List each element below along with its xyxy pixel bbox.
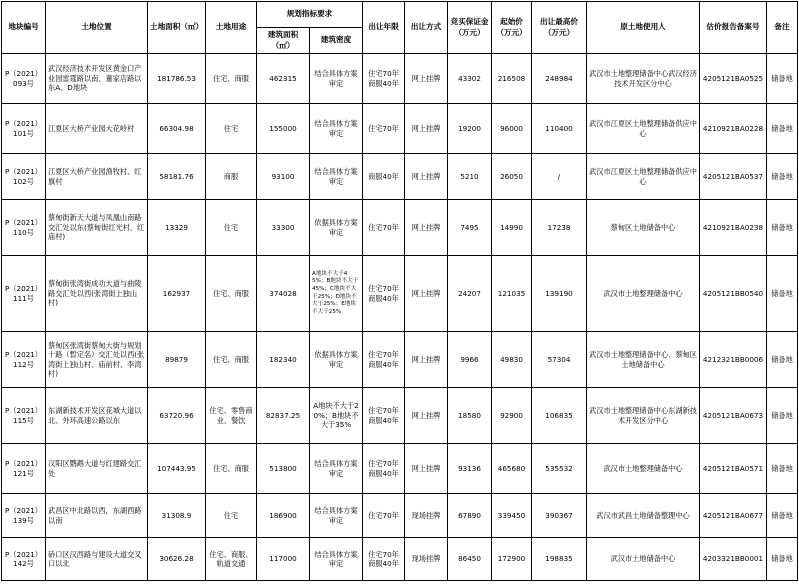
cell-remark: 储备地 [767, 256, 798, 332]
cell-area: 58181.76 [148, 154, 206, 200]
cell-location: 汉阳区鹦鹉大道与红建路交汇处 [46, 444, 148, 494]
cell-max-price: 248984 [532, 54, 587, 104]
cell-density: A地块不大于45%；B地块不大于45%；C地块不大于25%；D地块不大于25%；E地块不大于25% [310, 256, 363, 332]
header-usage: 土地用途 [206, 2, 257, 54]
cell-start-price: 26050 [492, 154, 532, 200]
cell-report-no: 4205121BA0677 [700, 494, 767, 538]
header-plot-no: 地块编号 [2, 2, 46, 54]
cell-remark: 储备地 [767, 444, 798, 494]
cell-start-price: 216508 [492, 54, 532, 104]
cell-remark: 储备地 [767, 494, 798, 538]
cell-deposit: 93136 [448, 444, 492, 494]
cell-term: 住宅70年商服40年 [363, 538, 405, 581]
cell-original-user: 武汉市土地整理储备中心东湖新技术开发区分中心 [587, 388, 700, 444]
header-original-user: 原土地使用人 [587, 2, 700, 54]
cell-usage: 住宅、商服、轨道交通 [206, 538, 257, 581]
cell-max-price: 106835 [532, 388, 587, 444]
cell-plot-no: P（2021）111号 [2, 256, 46, 332]
cell-usage: 住宅 [206, 104, 257, 154]
cell-floor-area: 462315 [257, 54, 310, 104]
cell-usage: 住宅 [206, 494, 257, 538]
table-row [2, 200, 798, 256]
cell-start-price: 339450 [492, 494, 532, 538]
cell-max-price: / [532, 154, 587, 200]
cell-term: 商服40年 [363, 154, 405, 200]
cell-original-user: 武汉市土地储备中心 [587, 538, 700, 581]
cell-floor-area: 155000 [257, 104, 310, 154]
cell-density: 依据具体方案审定 [310, 332, 363, 388]
cell-start-price: 14990 [492, 200, 532, 256]
cell-floor-area: 117000 [257, 538, 310, 581]
cell-deposit: 43302 [448, 54, 492, 104]
cell-term: 住宅70年商服40年 [363, 256, 405, 332]
cell-plot-no: P（2021）142号 [2, 538, 46, 581]
cell-usage: 住宅、零售商业、餐饮 [206, 388, 257, 444]
cell-report-no: 4205121BA0525 [700, 54, 767, 104]
cell-method: 网上挂牌 [405, 332, 448, 388]
cell-area: 13329 [148, 200, 206, 256]
header-term: 出让年限 [363, 2, 405, 54]
cell-usage: 住宅、商服 [206, 444, 257, 494]
cell-start-price: 465680 [492, 444, 532, 494]
cell-usage: 住宅、商服 [206, 332, 257, 388]
cell-deposit: 24207 [448, 256, 492, 332]
cell-term: 住宅70年商服40年 [363, 444, 405, 494]
cell-deposit: 5210 [448, 154, 492, 200]
cell-max-price: 535532 [532, 444, 587, 494]
cell-location: 武昌区中北路以西，东湖西路以南 [46, 494, 148, 538]
cell-method: 现场挂牌 [405, 538, 448, 581]
header-remark: 备注 [767, 2, 798, 54]
cell-report-no: 4210921BA0238 [700, 200, 767, 256]
cell-area: 30626.28 [148, 538, 206, 581]
cell-density: 结合具体方案审定 [310, 538, 363, 581]
cell-method: 网上挂牌 [405, 256, 448, 332]
cell-deposit: 67890 [448, 494, 492, 538]
cell-max-price: 198835 [532, 538, 587, 581]
cell-area: 162937 [148, 256, 206, 332]
cell-location: 江夏区大桥产业园大花岭村 [46, 104, 148, 154]
header-method: 出让方式 [405, 2, 448, 54]
cell-density: A地块不大于20%；B地块不大于35% [310, 388, 363, 444]
cell-original-user: 武汉市土地整理储备中心 [587, 444, 700, 494]
cell-method: 网上挂牌 [405, 388, 448, 444]
table-row [2, 332, 798, 388]
cell-method: 网上挂牌 [405, 54, 448, 104]
cell-max-price: 110400 [532, 104, 587, 154]
cell-area: 181786.53 [148, 54, 206, 104]
cell-remark: 储备地 [767, 538, 798, 581]
cell-remark: 储备地 [767, 154, 798, 200]
cell-original-user: 蔡甸区土地储备中心 [587, 200, 700, 256]
cell-report-no: 4205121BA0571 [700, 444, 767, 494]
cell-floor-area: 82837.25 [257, 388, 310, 444]
cell-floor-area: 374028 [257, 256, 310, 332]
cell-floor-area: 93100 [257, 154, 310, 200]
header-max-price: 出让最高价（万元） [532, 2, 587, 54]
header-location: 土地位置 [46, 2, 148, 54]
cell-method: 网上挂牌 [405, 154, 448, 200]
cell-original-user: 武汉市土地整理储备中心武汉经济技术开发区分中心 [587, 54, 700, 104]
cell-report-no: 4210921BA0228 [700, 104, 767, 154]
cell-density: 结合具体方案审定 [310, 494, 363, 538]
cell-original-user: 武汉市土地整理储备中心 [587, 256, 700, 332]
cell-term: 住宅70年商服40年 [363, 388, 405, 444]
cell-area: 66304.98 [148, 104, 206, 154]
cell-floor-area: 513800 [257, 444, 310, 494]
cell-plot-no: P（2021）139号 [2, 494, 46, 538]
cell-density: 结合具体方案审定 [310, 104, 363, 154]
cell-location: 蔡甸区张湾街蔡甸大街与规划十路（暂定名）交汇处以西(张湾街上独山村、庙前村、李湾村) [46, 332, 148, 388]
header-deposit: 竞买保证金（万元） [448, 2, 492, 54]
cell-start-price: 121035 [492, 256, 532, 332]
cell-original-user: 武汉市江夏区土地整理储备供应中心 [587, 154, 700, 200]
header-planning: 规划指标要求 [257, 2, 363, 28]
cell-start-price: 49830 [492, 332, 532, 388]
cell-report-no: 4212321BB0006 [700, 332, 767, 388]
cell-term: 住宅70年 [363, 104, 405, 154]
cell-location: 武汉经济技术开发区黄金口产业园雷霆路以南、董家店路以东A、D地块 [46, 54, 148, 104]
cell-deposit: 86450 [448, 538, 492, 581]
cell-plot-no: P（2021）110号 [2, 200, 46, 256]
table-row [2, 154, 798, 200]
cell-floor-area: 186900 [257, 494, 310, 538]
cell-area: 89879 [148, 332, 206, 388]
cell-usage: 住宅 [206, 200, 257, 256]
header-report-no: 估价报告备案号 [700, 2, 767, 54]
land-auction-table [1, 1, 798, 581]
cell-max-price: 17238 [532, 200, 587, 256]
cell-original-user: 武汉市江夏区土地整理储备供应中心 [587, 104, 700, 154]
cell-location: 江夏区大桥产业园渔牧村、红旗村 [46, 154, 148, 200]
table-row [2, 104, 798, 154]
cell-method: 网上挂牌 [405, 200, 448, 256]
cell-deposit: 7495 [448, 200, 492, 256]
header-start-price: 起始价（万元） [492, 2, 532, 54]
table-row [2, 388, 798, 444]
cell-plot-no: P（2021）102号 [2, 154, 46, 200]
cell-start-price: 96000 [492, 104, 532, 154]
cell-term: 住宅70年商服40年 [363, 54, 405, 104]
cell-deposit: 9966 [448, 332, 492, 388]
cell-remark: 储备地 [767, 388, 798, 444]
cell-area: 63720.96 [148, 388, 206, 444]
cell-max-price: 57304 [532, 332, 587, 388]
cell-remark: 储备地 [767, 200, 798, 256]
cell-term: 住宅70年 [363, 494, 405, 538]
cell-term: 住宅70年 [363, 200, 405, 256]
cell-remark: 储备地 [767, 104, 798, 154]
cell-report-no: 4205121BA0673 [700, 388, 767, 444]
table-row [2, 256, 798, 332]
cell-location: 蔡甸街新天大道与凤凰山南路交汇处以东(蔡甸街红光村、红庙村) [46, 200, 148, 256]
header-density: 建筑密度 [310, 28, 363, 54]
cell-location: 东湖新技术开发区花城大道以北、外环高速公路以东 [46, 388, 148, 444]
table-body [2, 54, 798, 581]
cell-usage: 商服 [206, 154, 257, 200]
cell-floor-area: 182340 [257, 332, 310, 388]
table-row [2, 494, 798, 538]
cell-density: 结合具体方案审定 [310, 154, 363, 200]
cell-method: 网上挂牌 [405, 444, 448, 494]
cell-start-price: 172900 [492, 538, 532, 581]
cell-density: 结合具体方案审定 [310, 54, 363, 104]
header-floor-area: 建筑面积（㎡） [257, 28, 310, 54]
cell-plot-no: P（2021）115号 [2, 388, 46, 444]
cell-location: 硚口区汉西路与建设大道交叉口以北 [46, 538, 148, 581]
cell-usage: 住宅、商服 [206, 256, 257, 332]
cell-report-no: 4205121BB0540 [700, 256, 767, 332]
cell-density: 依据具体方案审定 [310, 200, 363, 256]
cell-report-no: 4205121BA0537 [700, 154, 767, 200]
cell-plot-no: P（2021）112号 [2, 332, 46, 388]
cell-usage: 住宅、商服 [206, 54, 257, 104]
cell-original-user: 武汉市武昌土地储备整理中心 [587, 494, 700, 538]
header-area: 土地面积（㎡） [148, 2, 206, 54]
cell-plot-no: P（2021）121号 [2, 444, 46, 494]
cell-remark: 储备地 [767, 54, 798, 104]
cell-deposit: 19200 [448, 104, 492, 154]
cell-plot-no: P（2021）101号 [2, 104, 46, 154]
cell-area: 107443.95 [148, 444, 206, 494]
cell-deposit: 18580 [448, 388, 492, 444]
cell-max-price: 390367 [532, 494, 587, 538]
cell-plot-no: P（2021）093号 [2, 54, 46, 104]
cell-area: 31308.9 [148, 494, 206, 538]
cell-original-user: 武汉市土地整理储备中心、蔡甸区土地储备中心 [587, 332, 700, 388]
cell-location: 蔡甸街张湾街成功大道与曲陵路交汇处以西(张湾街上独山村) [46, 256, 148, 332]
cell-method: 网上挂牌 [405, 104, 448, 154]
cell-start-price: 92900 [492, 388, 532, 444]
cell-report-no: 4203321BB0001 [700, 538, 767, 581]
cell-method: 现场挂牌 [405, 494, 448, 538]
table-row [2, 444, 798, 494]
cell-floor-area: 33300 [257, 200, 310, 256]
table-row [2, 538, 798, 581]
cell-remark: 储备地 [767, 332, 798, 388]
cell-density: 结合具体方案审定 [310, 444, 363, 494]
table-row [2, 54, 798, 104]
cell-max-price: 139190 [532, 256, 587, 332]
cell-term: 住宅70年商服40年 [363, 332, 405, 388]
